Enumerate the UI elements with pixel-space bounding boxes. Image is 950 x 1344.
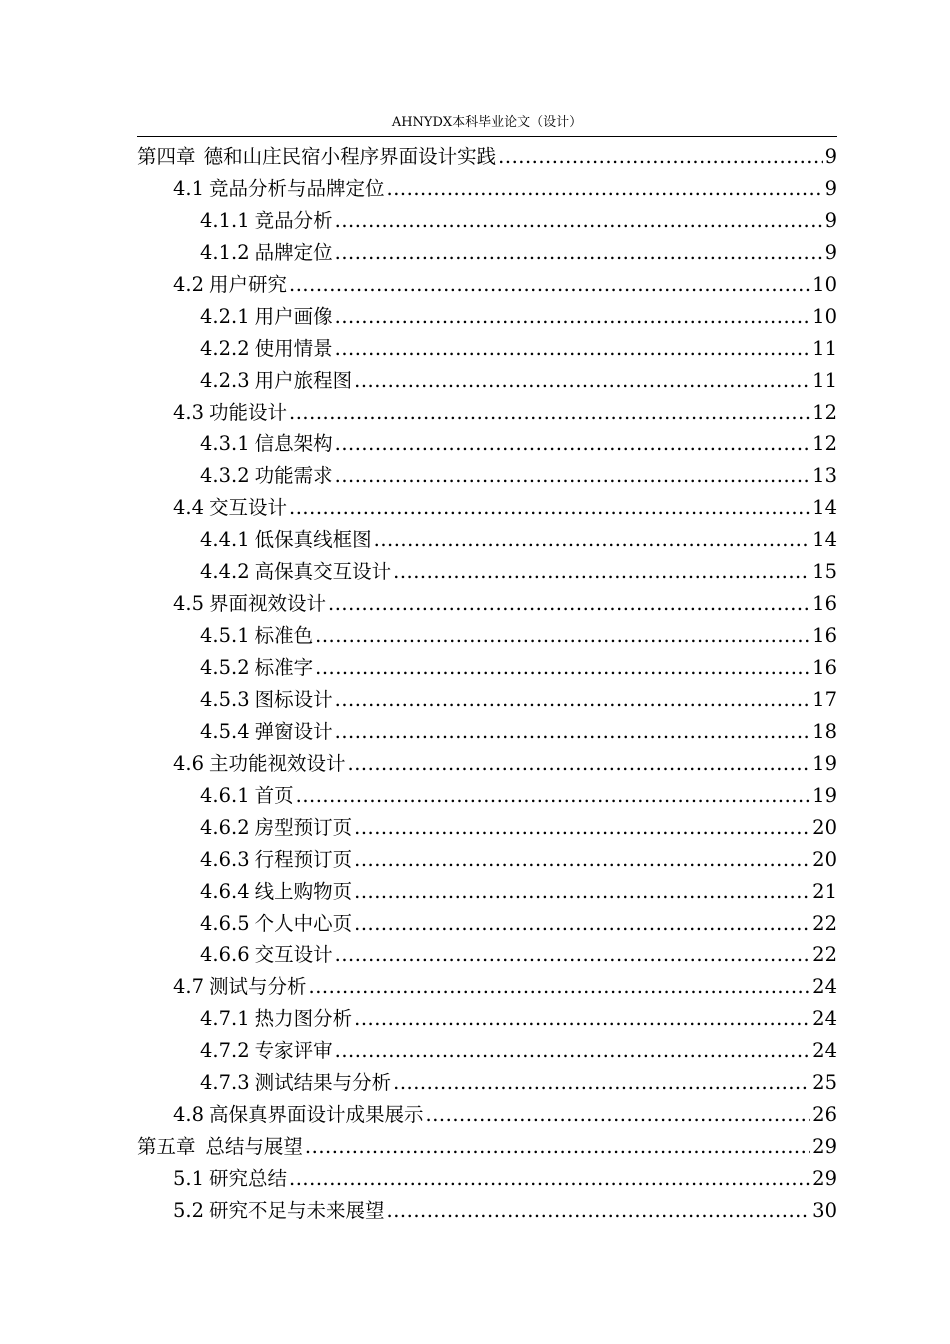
dot-leader bbox=[348, 748, 811, 780]
dot-leader bbox=[354, 844, 810, 876]
toc-entry-page-number: 16 bbox=[812, 592, 837, 616]
toc-entry-number: 4.6.6 bbox=[200, 943, 250, 967]
toc-entry[interactable] bbox=[137, 1067, 837, 1099]
toc-entry-page-number: 9 bbox=[824, 176, 837, 200]
toc-entry-page-number: 10 bbox=[812, 304, 837, 328]
toc-entry[interactable] bbox=[137, 205, 837, 237]
dot-leader bbox=[354, 876, 810, 908]
toc-entry[interactable] bbox=[137, 588, 837, 620]
toc-entry[interactable] bbox=[137, 1163, 837, 1195]
toc-entry[interactable] bbox=[137, 876, 837, 908]
dot-leader bbox=[315, 620, 810, 652]
toc-entry[interactable] bbox=[137, 971, 837, 1003]
toc-entry-title: 图标设计 bbox=[254, 687, 333, 711]
toc-entry-page-number: 14 bbox=[812, 528, 837, 552]
toc-entry-number: 第五章 bbox=[137, 1135, 196, 1159]
toc-entry-page-number: 29 bbox=[812, 1167, 837, 1190]
toc-entry-title: 标准字 bbox=[254, 656, 314, 679]
toc-entry-title: 竞品分析 bbox=[254, 208, 333, 232]
toc-entry-page-number: 17 bbox=[812, 687, 837, 711]
toc-entry-number: 4.5 bbox=[173, 592, 205, 616]
dot-leader bbox=[289, 492, 810, 524]
table-of-contents bbox=[137, 141, 837, 1227]
toc-entry-number: 第四章 bbox=[137, 145, 196, 168]
dot-leader bbox=[289, 397, 810, 429]
toc-entry-number: 4.6 bbox=[173, 751, 205, 775]
toc-entry-page-number: 30 bbox=[812, 1198, 837, 1222]
toc-entry-title: 高保真交互设计 bbox=[254, 560, 392, 584]
toc-entry[interactable] bbox=[137, 269, 837, 301]
toc-entry[interactable] bbox=[137, 780, 837, 812]
toc-entry-number: 4.6.2 bbox=[200, 815, 250, 839]
toc-entry[interactable] bbox=[137, 397, 837, 429]
toc-entry-number: 4.2.1 bbox=[200, 304, 250, 328]
toc-entry-page-number: 13 bbox=[812, 464, 837, 488]
dot-leader bbox=[296, 780, 811, 812]
dot-leader bbox=[335, 237, 823, 269]
toc-entry-page-number: 18 bbox=[812, 719, 837, 743]
toc-entry-number: 4.5.4 bbox=[200, 719, 250, 743]
dot-leader bbox=[498, 141, 822, 173]
toc-entry-page-number: 24 bbox=[812, 975, 837, 999]
toc-entry[interactable] bbox=[137, 428, 837, 460]
toc-entry-number: 4.1.2 bbox=[200, 240, 250, 264]
toc-entry[interactable] bbox=[137, 1195, 837, 1227]
toc-entry-number: 4.7.1 bbox=[200, 1007, 250, 1031]
toc-entry-number: 4.2.2 bbox=[200, 336, 250, 360]
dot-leader bbox=[393, 1067, 810, 1099]
dot-leader bbox=[289, 269, 810, 301]
toc-entry-title: 高保真界面设计成果展示 bbox=[209, 1103, 424, 1127]
toc-entry-page-number: 19 bbox=[812, 783, 837, 807]
toc-entry-title: 用户画像 bbox=[254, 304, 333, 328]
toc-entry[interactable] bbox=[137, 812, 837, 844]
dot-leader bbox=[335, 684, 811, 716]
toc-entry[interactable] bbox=[137, 524, 837, 556]
toc-entry-title: 测试与分析 bbox=[209, 975, 307, 999]
toc-entry-title: 研究不足与未来展望 bbox=[209, 1198, 385, 1222]
toc-entry-number: 4.8 bbox=[173, 1103, 205, 1127]
toc-entry-number: 4.3.2 bbox=[200, 464, 250, 488]
toc-entry-number: 4.5.2 bbox=[200, 656, 250, 679]
toc-entry-title: 热力图分析 bbox=[254, 1007, 353, 1031]
toc-entry-title: 德和山庄民宿小程序界面设计实践 bbox=[203, 145, 497, 168]
dot-leader bbox=[328, 588, 810, 620]
toc-entry-number: 4.6.3 bbox=[200, 847, 250, 871]
dot-leader bbox=[309, 971, 811, 1003]
toc-entry[interactable] bbox=[137, 684, 837, 716]
toc-entry[interactable] bbox=[137, 1003, 837, 1035]
toc-entry[interactable] bbox=[137, 939, 837, 971]
toc-entry-page-number: 24 bbox=[812, 1007, 837, 1031]
dot-leader bbox=[387, 173, 823, 205]
toc-entry-number: 4.5.1 bbox=[200, 624, 250, 648]
dot-leader bbox=[354, 812, 810, 844]
toc-entry-title: 主功能视效设计 bbox=[209, 751, 346, 775]
page-header: AHNYDX本科毕业论文（设计） bbox=[137, 115, 837, 137]
toc-entry-page-number: 22 bbox=[812, 911, 837, 935]
toc-entry-page-number: 9 bbox=[824, 240, 837, 264]
toc-entry-number: 4.2.3 bbox=[200, 368, 250, 392]
toc-entry-number: 4.4.2 bbox=[200, 560, 250, 584]
toc-entry-title: 竞品分析与品牌定位 bbox=[209, 176, 385, 200]
toc-entry-page-number: 20 bbox=[812, 847, 837, 871]
toc-entry-title: 功能需求 bbox=[254, 464, 333, 488]
toc-entry-page-number: 9 bbox=[824, 208, 837, 232]
toc-entry[interactable] bbox=[137, 301, 837, 333]
dot-leader bbox=[315, 652, 810, 684]
toc-entry-title: 专家评审 bbox=[254, 1039, 333, 1063]
toc-entry[interactable] bbox=[137, 333, 837, 365]
toc-entry-number: 4.1 bbox=[173, 176, 205, 200]
toc-entry-page-number: 15 bbox=[812, 560, 837, 584]
toc-entry-title: 信息架构 bbox=[254, 432, 333, 456]
dot-leader bbox=[335, 333, 811, 365]
dot-leader bbox=[335, 1035, 811, 1067]
toc-entry-number: 4.6.1 bbox=[200, 783, 250, 807]
toc-entry-page-number: 19 bbox=[812, 751, 837, 775]
toc-entry-page-number: 12 bbox=[812, 400, 837, 424]
toc-entry-page-number: 26 bbox=[812, 1103, 837, 1127]
toc-entry-number: 4.3.1 bbox=[200, 432, 250, 456]
dot-leader bbox=[305, 1131, 810, 1163]
toc-entry[interactable] bbox=[137, 1131, 837, 1163]
toc-entry-number: 5.2 bbox=[173, 1198, 205, 1222]
dot-leader bbox=[354, 908, 810, 940]
toc-entry[interactable] bbox=[137, 620, 837, 652]
toc-entry[interactable] bbox=[137, 716, 837, 748]
toc-entry[interactable] bbox=[137, 908, 837, 940]
toc-entry-title: 交互设计 bbox=[254, 943, 333, 967]
toc-entry-number: 4.7.3 bbox=[200, 1071, 250, 1095]
toc-entry-title: 总结与展望 bbox=[205, 1135, 303, 1159]
toc-entry-page-number: 24 bbox=[812, 1039, 837, 1063]
toc-entry-page-number: 10 bbox=[812, 272, 837, 296]
toc-entry-title: 弹窗设计 bbox=[254, 719, 333, 743]
toc-entry[interactable] bbox=[137, 652, 837, 684]
toc-entry-page-number: 25 bbox=[812, 1071, 837, 1095]
toc-entry-number: 4.3 bbox=[173, 400, 205, 424]
toc-entry-title: 个人中心页 bbox=[254, 911, 353, 935]
toc-entry-title: 用户旅程图 bbox=[254, 368, 353, 392]
toc-entry-title: 测试结果与分析 bbox=[254, 1071, 392, 1095]
toc-entry[interactable] bbox=[137, 141, 837, 173]
dot-leader bbox=[393, 556, 810, 588]
toc-entry-title: 标准色 bbox=[254, 624, 314, 648]
toc-entry[interactable] bbox=[137, 173, 837, 205]
toc-entry-number: 4.1.1 bbox=[200, 208, 250, 232]
toc-entry-number: 4.7.2 bbox=[200, 1039, 250, 1063]
toc-entry[interactable] bbox=[137, 844, 837, 876]
toc-entry-number: 4.2 bbox=[173, 272, 205, 296]
dot-leader bbox=[335, 205, 823, 237]
toc-entry-page-number: 22 bbox=[812, 943, 837, 967]
toc-entry-number: 4.4.1 bbox=[200, 528, 250, 552]
toc-entry-title: 界面视效设计 bbox=[209, 592, 327, 616]
toc-entry-title: 房型预订页 bbox=[254, 815, 353, 839]
dot-leader bbox=[354, 365, 810, 397]
dot-leader bbox=[335, 301, 811, 333]
toc-entry-title: 用户研究 bbox=[209, 272, 288, 296]
toc-entry-page-number: 12 bbox=[812, 432, 837, 456]
dot-leader bbox=[335, 428, 811, 460]
toc-entry-title: 品牌定位 bbox=[254, 240, 333, 264]
toc-entry-title: 线上购物页 bbox=[254, 879, 353, 903]
toc-entry-number: 4.6.4 bbox=[200, 879, 250, 903]
toc-entry-page-number: 9 bbox=[824, 145, 837, 168]
toc-entry[interactable] bbox=[137, 492, 837, 524]
dot-leader bbox=[426, 1099, 811, 1131]
toc-entry-page-number: 16 bbox=[812, 624, 837, 648]
toc-entry-number: 4.5.3 bbox=[200, 687, 250, 711]
toc-entry-page-number: 21 bbox=[812, 879, 837, 903]
toc-entry[interactable] bbox=[137, 1035, 837, 1067]
toc-entry[interactable] bbox=[137, 237, 837, 269]
toc-entry-page-number: 29 bbox=[812, 1135, 837, 1159]
dot-leader bbox=[387, 1195, 811, 1227]
toc-entry[interactable] bbox=[137, 556, 837, 588]
dot-leader bbox=[289, 1163, 810, 1195]
toc-entry-page-number: 20 bbox=[812, 815, 837, 839]
toc-entry-number: 4.4 bbox=[173, 496, 205, 520]
dot-leader bbox=[354, 1003, 810, 1035]
toc-entry-title: 功能设计 bbox=[209, 400, 288, 424]
toc-entry-page-number: 11 bbox=[812, 368, 837, 392]
toc-entry-title: 交互设计 bbox=[209, 496, 288, 520]
toc-entry-title: 行程预订页 bbox=[254, 847, 353, 871]
toc-entry-number: 4.6.5 bbox=[200, 911, 250, 935]
dot-leader bbox=[335, 460, 811, 492]
toc-entry-page-number: 11 bbox=[812, 336, 837, 360]
toc-entry-number: 5.1 bbox=[173, 1167, 205, 1190]
toc-entry-title: 使用情景 bbox=[254, 336, 333, 360]
toc-entry-page-number: 16 bbox=[812, 656, 837, 679]
toc-entry[interactable] bbox=[137, 365, 837, 397]
toc-entry[interactable] bbox=[137, 1099, 837, 1131]
toc-entry-title: 研究总结 bbox=[209, 1167, 288, 1190]
toc-entry-title: 首页 bbox=[254, 783, 294, 807]
toc-entry-number: 4.7 bbox=[173, 975, 205, 999]
toc-entry-title: 低保真线框图 bbox=[254, 528, 372, 552]
dot-leader bbox=[374, 524, 811, 556]
dot-leader bbox=[335, 716, 811, 748]
dot-leader bbox=[335, 939, 811, 971]
toc-entry-page-number: 14 bbox=[812, 496, 837, 520]
toc-entry[interactable] bbox=[137, 460, 837, 492]
toc-entry[interactable] bbox=[137, 748, 837, 780]
